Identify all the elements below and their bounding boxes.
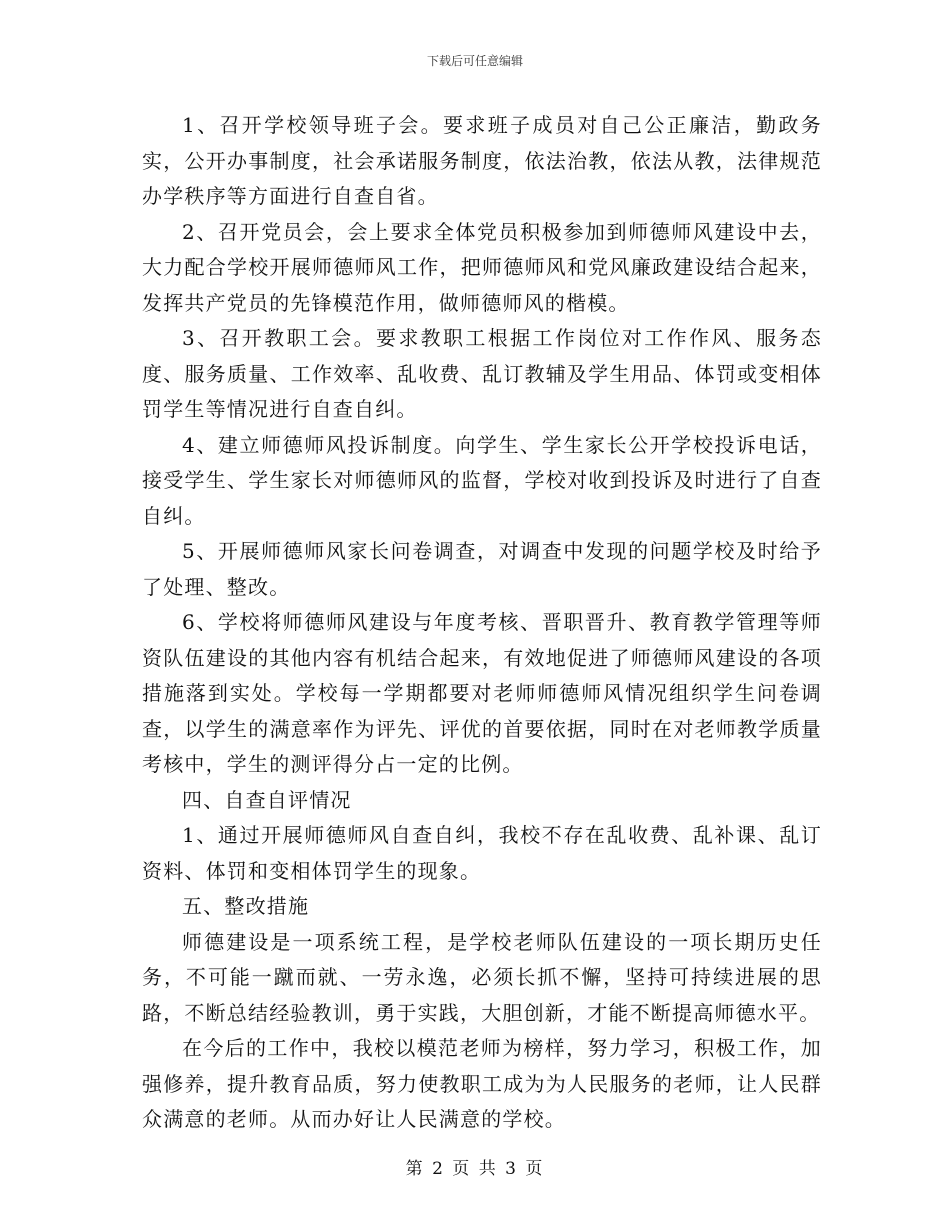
document-body [142, 108, 822, 1138]
paragraph-item-5: 5、开展师德师风家长问卷调查，对调查中发现的问题学校及时给予了处理、整改。 [142, 539, 822, 599]
paragraph-item-1: 1、召开学校领导班子会。要求班子成员对自己公正廉洁，勤政务实，公开办事制度，社会承诺服务制度，依法治教，依法从教，法律规范办学秩序等方面进行自查自省。 [142, 113, 822, 208]
section-heading-rectification: 五、整改措施 [182, 894, 310, 918]
paragraph-item-4: 4、建立师德师风投诉制度。向学生、学生家长公开学校投诉电话，接受学生、学生家长对师德师风的监督，学校对收到投诉及时进行了自查自纠。 [142, 432, 822, 528]
page-header: 下载后可任意编辑 [426, 54, 523, 68]
paragraph-rectification-1: 师德建设是一项系统工程，是学校老师队伍建设的一项长期历史任务，不可能一蹴而就、一劳永逸，必须长抓不懈，坚持可持续进展的思路，不断总结经验教训，勇于实践，大胆创新，才能不断提高师德水平。 [142, 929, 822, 1025]
paragraph-item-2: 2、召开党员会，会上要求全体党员积极参加到师德师风建设中去，大力配合学校开展师德师风工作，把师德师风和党风廉政建设结合起来，发挥共产党员的先锋模范作用，做师德师风的楷模。 [142, 219, 822, 315]
page-number: 第 2 页 共 3 页 [405, 1159, 545, 1179]
section-heading-self-evaluation: 四、自查自评情况 [182, 787, 352, 812]
paragraph-item-6: 6、学校将师德师风建设与年度考核、晋职晋升、教育教学管理等师资队伍建设的其他内容有机结合起来，有效地促进了师德师风建设的各项措施落到实处。学校每一学期都要对老师师德师风情况组织学生问卷调查，以学生的满意率作为评先、评优的首要依据，同时在对老师教学质量考核中，学生的测评得分占一定的比例。 [142, 610, 822, 776]
paragraph-rectification-2: 在今后的工作中，我校以模范老师为榜样，努力学习，积极工作，加强修养，提升教育品质，努力使教职工成为为人民服务的老师，让人民群众满意的老师。从而办好让人民满意的学校。 [142, 1036, 822, 1131]
paragraph-item-3: 3、召开教职工会。要求教职工根据工作岗位对工作作风、服务态度、服务质量、工作效率、乱收费、乱订教辅及学生用品、体罚或变相体罚学生等情况进行自查自纠。 [142, 326, 822, 421]
paragraph-self-evaluation-1: 1、通过开展师德师风自查自纠，我校不存在乱收费、乱补课、乱订资料、体罚和变相体罚学生的现象。 [142, 823, 822, 883]
